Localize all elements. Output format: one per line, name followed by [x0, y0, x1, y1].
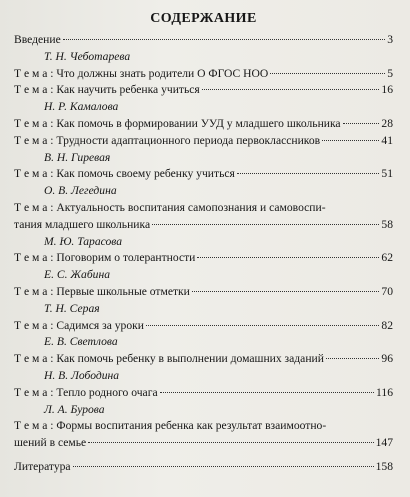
toc-entry[interactable] [14, 385, 393, 402]
toc-author: Н. В. Лободина [44, 368, 120, 382]
toc-entry-label: Т е м а : Что должны знать родители О ФГОС НОО [14, 66, 269, 80]
toc-author: Т. Н. Чеботарева [44, 49, 131, 63]
toc-entry-multiline[interactable] [14, 418, 393, 452]
toc-page-number: 16 [381, 83, 393, 97]
toc-entry[interactable] [14, 116, 393, 133]
toc-page-number: 116 [376, 385, 393, 399]
toc-entry-last-row [14, 217, 393, 234]
toc-entry[interactable] [14, 66, 393, 83]
toc-entry[interactable] [14, 166, 393, 183]
toc-page-number: 70 [381, 284, 393, 298]
toc-author: В. Н. Гиревая [44, 150, 111, 164]
toc-page-number: 96 [381, 352, 393, 366]
toc-entry-label: Т е м а : Как помочь своему ребенку учиться [14, 167, 235, 181]
dot-leader [322, 140, 379, 141]
toc-entry-label: Т е м а : Как научить ребенка учиться [14, 83, 200, 97]
toc-author: Е. С. Жабина [44, 268, 111, 282]
dot-leader [270, 73, 385, 74]
toc-sections [14, 49, 393, 452]
toc-page-number: 51 [381, 167, 393, 181]
toc-entry[interactable] [14, 351, 393, 368]
toc-entry-label: Т е м а : Трудности адаптационного периода первоклассников [14, 133, 321, 147]
toc-entry[interactable] [14, 82, 393, 99]
dot-leader [160, 392, 374, 393]
page-title: СОДЕРЖАНИЕ [150, 11, 257, 26]
spacer [14, 452, 393, 459]
toc-entry-multiline[interactable] [14, 200, 393, 234]
toc-page-number: 158 [375, 459, 393, 473]
toc-author: О. В. Легедина [44, 184, 117, 198]
toc-entry-label-line2: шений в семье [14, 436, 87, 450]
toc-page-number: 82 [381, 318, 393, 332]
toc-page-number: 62 [381, 251, 393, 265]
toc-entry-label: Т е м а : Первые школьные отметки [14, 284, 190, 298]
toc-page-number: 58 [381, 217, 393, 231]
toc-entry-label-line1: Т е м а : Формы воспитания ребенка как результат взаимоотно- [14, 419, 327, 433]
dot-leader [152, 224, 379, 225]
toc-page-number: 3 [387, 33, 393, 46]
dot-leader [237, 173, 380, 174]
toc-entry-label: Т е м а : Как помочь ребенку в выполнении домашних заданий [14, 352, 324, 366]
dot-leader [197, 257, 379, 258]
toc-entry-label: Введение [14, 33, 61, 46]
toc-page-number: 5 [387, 66, 393, 80]
toc-entry-literature[interactable] [14, 459, 393, 476]
dot-leader [326, 358, 379, 359]
toc-author: Е. В. Светлова [44, 335, 118, 349]
toc-entry-label: Т е м а : Тепло родного очага [14, 385, 158, 399]
toc-entry-intro[interactable] [14, 32, 393, 49]
toc-entry-label: Литература [14, 459, 71, 473]
toc-entry-label: Т е м а : Поговорим о толерантности [14, 251, 196, 265]
toc-author: Л. А. Бурова [44, 402, 105, 416]
toc-entry[interactable] [14, 133, 393, 150]
toc-author: М. Ю. Тарасова [44, 234, 123, 248]
toc-entry[interactable] [14, 284, 393, 301]
toc-author: Т. Н. Серая [44, 301, 100, 315]
toc-entry-last-row [14, 435, 393, 452]
toc-entry[interactable] [14, 318, 393, 335]
toc-entry-label: Т е м а : Как помочь в формировании УУД у младшего школьника [14, 116, 341, 130]
toc-page-number: 41 [381, 133, 393, 147]
dot-leader [146, 325, 379, 326]
dot-leader [88, 442, 373, 443]
toc-author: Н. Р. Камалова [44, 100, 119, 114]
dot-leader [63, 39, 385, 40]
toc-entry[interactable] [14, 250, 393, 267]
toc-entry-label-line2: тания младшего школьника [14, 217, 151, 231]
dot-leader [73, 466, 374, 467]
toc-entry-label-line1: Т е м а : Актуальность воспитания самопознания и самовоспи- [14, 200, 326, 214]
toc-page-number: 28 [381, 116, 393, 130]
dot-leader [192, 291, 380, 292]
toc-entry-label: Т е м а : Садимся за уроки [14, 318, 144, 332]
dot-leader [202, 89, 380, 90]
dot-leader [343, 123, 380, 124]
toc-page-number: 147 [375, 436, 393, 450]
